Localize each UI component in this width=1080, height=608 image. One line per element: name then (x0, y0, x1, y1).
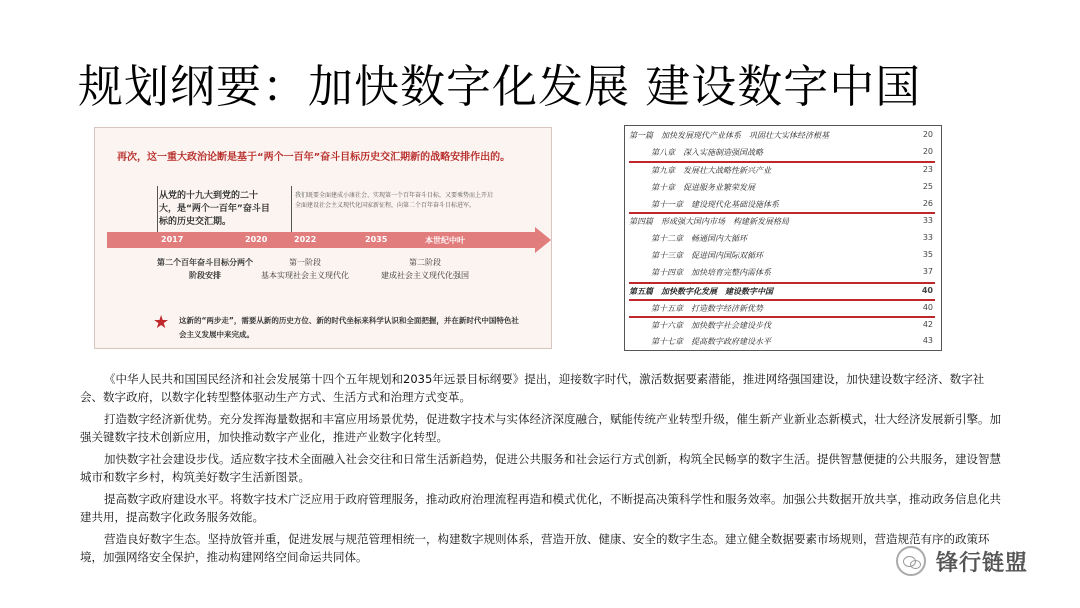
toc-page: 23 (922, 165, 933, 174)
stage-2-text: 建成社会主义现代化强国 (381, 271, 469, 280)
stage-intro: 第二个百年奋斗目标分两个阶段安排 (157, 258, 253, 280)
toc-page: 40 (922, 303, 933, 312)
toc-page: 43 (922, 336, 933, 345)
figure-heading: 再次，这一重大政治论断是基于“两个一百年”奋斗目标历史交汇期新的战略安排作出的。 (117, 152, 511, 163)
page-title: 规划纲要：加快数字化发展 建设数字中国 (78, 60, 922, 113)
timeline-year: 本世纪中叶 (425, 236, 465, 245)
figure-footnote: 这新的“两步走”，需要从新的历史方位、新的时代坐标来科学认识和全面把握，并在新时代中国特色社会主义发展中来完成。 (179, 316, 519, 339)
toc-title: 第十四章 加快培育完整内需体系 (651, 268, 771, 277)
toc-page: 35 (922, 250, 933, 259)
toc-page: 25 (922, 182, 933, 191)
toc-title: 第十七章 提高数字政府建设水平 (651, 337, 771, 346)
toc-row (629, 249, 935, 265)
goal-description: 我们既要全面建成小康社会、实现第一个百年奋斗目标，又要乘势而上开启全面建设社会主义现代化国家新征程，向第二个百年奋斗目标进军。 (295, 192, 494, 209)
timeline-connector (291, 186, 292, 232)
timeline-arrow (535, 227, 551, 253)
highlight-underline (629, 299, 935, 301)
toc-page: 37 (922, 267, 933, 276)
toc-row (629, 129, 935, 145)
timeline-year: 2020 (245, 235, 268, 244)
toc-title: 第十六章 加快数字社会建设步伐 (651, 321, 771, 330)
timeline-connector (157, 186, 158, 232)
toc-title: 第十三章 促进国内国际双循环 (651, 251, 763, 260)
timeline-year: 2017 (161, 235, 184, 244)
wechat-icon (896, 546, 926, 576)
digital-society-paragraph: 加快数字社会建设步伐。适应数字技术全面融入社会交往和日常生活新趋势，促进公共服务和社会运行方式创新，构筑全民畅享的数字生活。提供智慧便捷的公共服务，建设智慧城市和数字乡村，构筑美好数字生活新图景。 (80, 452, 1001, 484)
toc-page: 42 (922, 320, 933, 329)
highlight-underline (629, 161, 935, 163)
toc-title: 第十一章 建设现代化基础设施体系 (651, 200, 779, 209)
toc-row (629, 319, 935, 335)
digital-economy-paragraph: 打造数字经济新优势。充分发挥海量数据和丰富应用场景优势，促进数字技术与实体经济深度融合，赋能传统产业转型升级，催生新产业新业态新模式，壮大经济发展新引擎。加强关键数字技术创新应用，加快推动数字产业化，推进产业数字化转型。 (80, 412, 1001, 444)
stage-1 (245, 256, 365, 282)
toc-title: 第一篇 加快发展现代产业体系 巩固壮大实体经济根基 (629, 131, 829, 140)
toc-title: 第九章 发展壮大战略性新兴产业 (651, 166, 771, 175)
toc-page: 33 (922, 233, 933, 242)
timeline-year: 2035 (365, 235, 388, 244)
intro-paragraph: 《中华人民共和国国民经济和社会发展第十四个五年规划和2035年远景目标纲要》提出，迎接数字时代，激活数据要素潜能，推进网络强国建设，加快建设数字经济、数字社会、数字政府，以数字化转型整体驱动生产方式、生活方式和治理方式变革。 (80, 372, 985, 404)
stage-2 (365, 256, 485, 282)
toc-row (629, 215, 935, 231)
highlight-underline (629, 282, 935, 284)
stage-1-text: 基本实现社会主义现代化 (261, 271, 349, 280)
toc-figure (624, 125, 942, 351)
toc-page: 20 (922, 147, 933, 156)
toc-title: 第十章 促进服务业繁荣发展 (651, 183, 755, 192)
strategy-timeline-figure (94, 127, 552, 349)
toc-page: 20 (922, 130, 933, 139)
stage-1-label: 第一阶段 (289, 258, 321, 267)
digital-ecosystem-paragraph: 营造良好数字生态。坚持放管并重，促进发展与规范管理相统一，构建数字规则体系，营造开放、健康、安全的数字生态。建立健全数据要素市场规则，营造规范有序的政策环境，加强网络安全保护，推动构建网络空间命运共同体。 (80, 532, 990, 564)
watermark-text: 锋行链盟 (936, 551, 1029, 576)
toc-row (629, 335, 935, 351)
toc-row (629, 164, 935, 180)
watermark (896, 544, 1066, 578)
toc-page: 33 (922, 216, 933, 225)
toc-title: 第四篇 形成强大国内市场 构建新发展格局 (629, 217, 789, 226)
historical-intersection-note: 从党的十九大到党的二十大，是“两个一百年”奋斗目标的历史交汇期。 (159, 191, 270, 227)
highlight-underline (629, 316, 935, 318)
toc-title: 第五篇 加快数字化发展 建设数字中国 (629, 287, 773, 296)
toc-title: 第十五章 打造数字经济新优势 (651, 304, 763, 313)
toc-row (629, 232, 935, 248)
highlight-underline (629, 212, 935, 214)
stage-2-label: 第二阶段 (409, 258, 441, 267)
toc-title: 第十二章 畅通国内大循环 (651, 234, 747, 243)
toc-page: 40 (921, 286, 933, 295)
toc-row (629, 266, 935, 282)
toc-page: 26 (922, 199, 933, 208)
toc-row (629, 146, 935, 162)
toc-title: 第八章 深入实施制造强国战略 (651, 148, 763, 157)
toc-row (629, 181, 935, 197)
timeline-year: 2022 (294, 235, 317, 244)
digital-government-paragraph: 提高数字政府建设水平。将数字技术广泛应用于政府管理服务，推动政府治理流程再造和模式优化，不断提高决策科学性和服务效率。加强公共数据开放共享，推动政务信息化共建共用，提高数字化政务服务效能。 (80, 492, 1001, 524)
star-icon: ★ (153, 312, 170, 333)
